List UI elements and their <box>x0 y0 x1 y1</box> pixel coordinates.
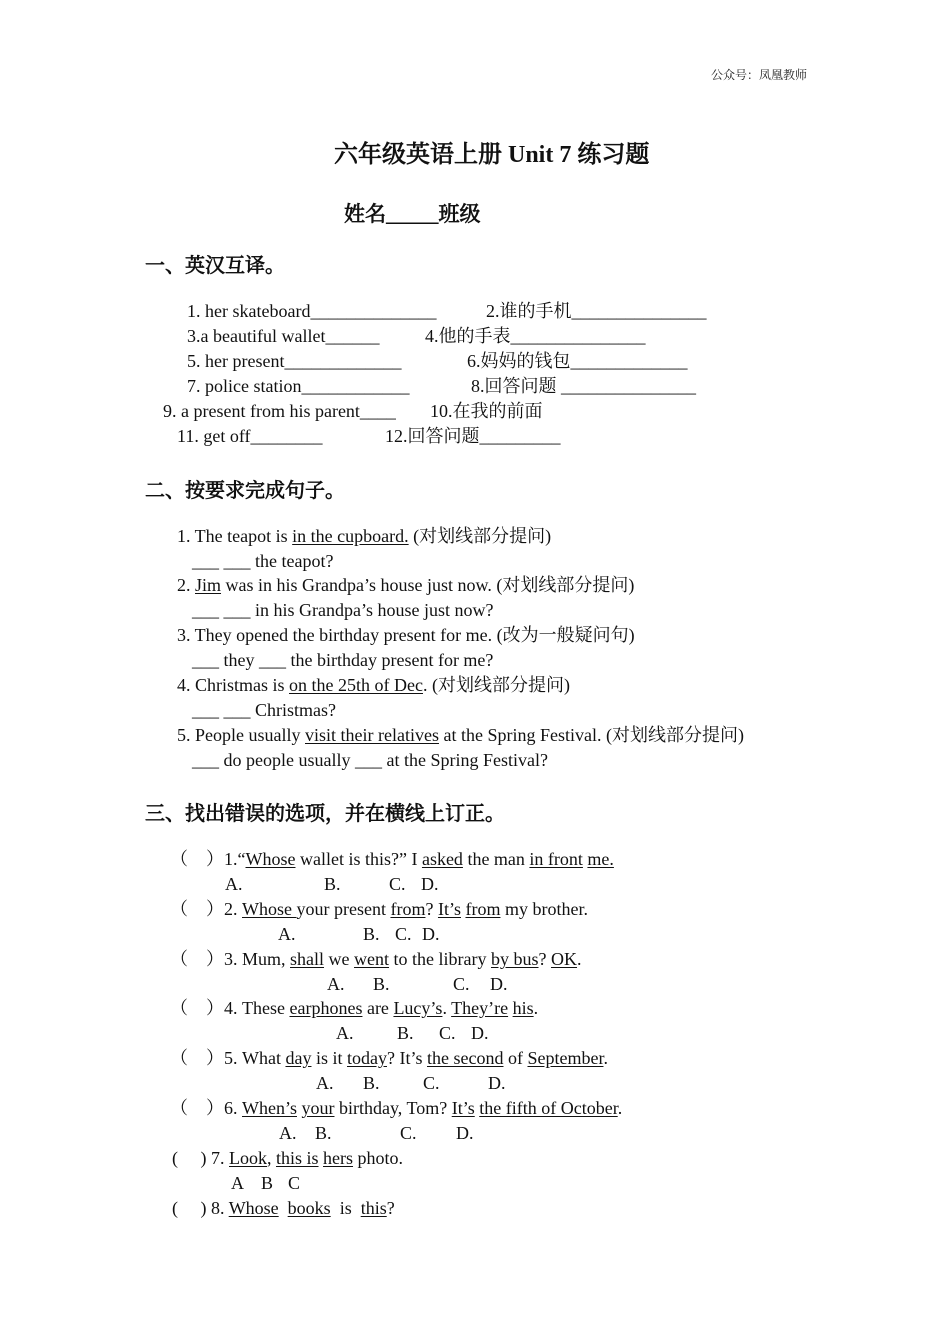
s3-q4-opt-c: C. <box>439 1023 456 1043</box>
question-text: ? <box>425 899 438 919</box>
s2-q2-instruction: was in his Grandpa’s house just now. (对划线部分提问) <box>221 575 635 595</box>
s3-q2-opt-b: B. <box>363 924 380 944</box>
s3-q4-opt-a: A. <box>336 1023 354 1043</box>
section3-heading: 三、找出错误的选项，并在横线上订正。 <box>145 803 505 825</box>
s2-q2 <box>177 574 634 596</box>
s2-q4-instruction: . (对划线部分提问) <box>422 675 570 695</box>
s2-q2-underlined: Jim <box>195 575 222 595</box>
s1-item-9: 9. a present from his parent____ <box>163 401 396 421</box>
underlined-option-text: day <box>285 1048 312 1068</box>
underlined-option-text: It’s <box>437 899 461 919</box>
question-text: photo. <box>353 1148 404 1168</box>
underlined-option-text: today <box>347 1048 387 1068</box>
question-text: is <box>330 1198 361 1218</box>
s3-q6 <box>170 1097 622 1119</box>
answer-paren: （ ） <box>170 899 224 919</box>
question-text: birthday, Tom? <box>334 1098 452 1118</box>
section2-heading: 二、按要求完成句子。 <box>145 480 345 502</box>
underlined-option-text: your <box>301 1098 335 1118</box>
s2-q5-underlined: visit their relatives <box>305 725 439 745</box>
s2-q5-text: 5. People usually <box>177 725 305 745</box>
s1-item-4: 4.他的手表_______________ <box>425 326 646 346</box>
s3-q3-opt-b: B. <box>373 974 390 994</box>
answer-paren: （ ） <box>170 1098 224 1118</box>
underlined-option-text: from <box>390 899 426 919</box>
s3-q4-opt-d: D. <box>471 1023 489 1043</box>
answer-paren: ( ) <box>172 1198 207 1218</box>
s3-q6-opt-b: B. <box>315 1123 332 1143</box>
question-text: are <box>362 998 394 1018</box>
underlined-option-text: asked <box>421 849 463 869</box>
s3-q7-opt-a: A <box>231 1173 244 1193</box>
s3-q6-opt-d: D. <box>456 1123 474 1143</box>
s3-q7-opt-c: C <box>288 1173 301 1193</box>
question-text: . <box>603 1048 608 1068</box>
s2-q4-answer: ___ ___ Christmas? <box>192 700 336 720</box>
s1-item-12: 12.回答问题_________ <box>385 426 561 446</box>
underlined-option-text: in front <box>529 849 583 869</box>
underlined-option-text: They’re <box>451 998 509 1018</box>
question-text: to the library <box>389 949 491 969</box>
underlined-option-text: by bus <box>491 949 539 969</box>
underlined-option-text: his <box>512 998 534 1018</box>
s2-q4-underlined: on the 25th of Dec <box>289 675 423 695</box>
underlined-option-text: Lucy’s <box>393 998 443 1018</box>
underlined-option-text: When’s <box>242 1098 297 1118</box>
question-text: ? <box>538 949 552 969</box>
underlined-option-text: shall <box>290 949 325 969</box>
question-text: . <box>577 949 582 969</box>
s3-q2-opt-d: D. <box>422 924 440 944</box>
s3-q4 <box>170 997 538 1019</box>
s3-q1-opt-b: B. <box>324 874 341 894</box>
s2-q5 <box>177 724 744 746</box>
question-text: 4. These <box>224 998 290 1018</box>
s2-q2-answer: ___ ___ in his Grandpa’s house just now? <box>192 600 494 620</box>
underlined-option-text: books <box>287 1198 331 1218</box>
question-text: ? It’s <box>387 1048 427 1068</box>
header-account: 公众号：凤凰教师 <box>711 68 808 82</box>
s1-item-11: 11. get off________ <box>177 426 323 446</box>
question-text: ? <box>386 1198 395 1218</box>
s3-q1 <box>170 848 614 870</box>
s3-q2-opt-c: C. <box>395 924 412 944</box>
s3-q1-opt-a: A. <box>225 874 243 894</box>
answer-paren: （ ） <box>170 949 224 969</box>
s3-q3-opt-a: A. <box>327 974 345 994</box>
underlined-option-text: Whose <box>242 899 297 919</box>
s3-q5 <box>170 1047 608 1069</box>
s1-item-5: 5. her present_____________ <box>187 351 402 371</box>
question-text: . <box>533 998 539 1018</box>
question-text: 2. <box>224 899 242 919</box>
s3-q6-opt-a: A. <box>279 1123 297 1143</box>
s3-q3-opt-c: C. <box>453 974 470 994</box>
s3-q7-opt-b: B <box>261 1173 274 1193</box>
question-text: your present <box>296 899 391 919</box>
question-text: 1.“ <box>224 849 246 869</box>
question-text: , <box>267 1148 276 1168</box>
s3-q3-opt-d: D. <box>490 974 508 994</box>
s1-item-1: 1. her skateboard______________ <box>187 301 437 321</box>
s2-q1 <box>177 525 551 547</box>
question-text: of <box>503 1048 528 1068</box>
s2-q3-answer: ___ they ___ the birthday present for me? <box>192 650 494 670</box>
question-text: 3. Mum, <box>224 949 291 969</box>
s3-q2-opt-a: A. <box>278 924 296 944</box>
s3-q4-opt-b: B. <box>397 1023 414 1043</box>
underlined-option-text: OK <box>551 949 578 969</box>
s3-q6-opt-c: C. <box>400 1123 417 1143</box>
s2-q5-instruction: at the Spring Festival. (对划线部分提问) <box>438 725 744 745</box>
s3-q5-opt-c: C. <box>423 1073 440 1093</box>
s1-item-3: 3.a beautiful wallet______ <box>187 326 380 346</box>
question-text: my brother. <box>500 899 588 919</box>
s3-q5-opt-a: A. <box>316 1073 334 1093</box>
s2-q1-underlined: in the cupboard. <box>292 526 409 546</box>
s3-q5-opt-d: D. <box>488 1073 506 1093</box>
s2-q1-instruction: (对划线部分提问) <box>408 526 552 546</box>
underlined-option-text: went <box>354 949 390 969</box>
s2-q5-answer: ___ do people usually ___ at the Spring Festival? <box>192 750 548 770</box>
s2-q2-text: 2. <box>177 575 195 595</box>
underlined-option-text: September <box>527 1048 604 1068</box>
question-text: we <box>324 949 355 969</box>
section1-heading: 一、英汉互译。 <box>145 255 285 277</box>
question-text: . <box>442 998 452 1018</box>
s1-item-7: 7. police station____________ <box>187 376 410 396</box>
answer-paren: （ ） <box>170 849 224 869</box>
underlined-option-text: me. <box>587 849 614 869</box>
underlined-option-text: Whose <box>228 1198 279 1218</box>
question-text: is it <box>311 1048 347 1068</box>
underlined-option-text: the fifth of October <box>479 1098 618 1118</box>
s2-q4 <box>177 674 570 696</box>
question-text: 6. <box>224 1098 242 1118</box>
page-title: 六年级英语上册 Unit 7 练习题 <box>334 142 650 168</box>
question-text: 7. <box>211 1148 229 1168</box>
question-text: . <box>617 1098 623 1118</box>
s2-q4-text: 4. Christmas is <box>177 675 290 695</box>
question-text <box>279 1198 288 1218</box>
s3-q1-opt-d: D. <box>421 874 439 894</box>
underlined-option-text: Look <box>229 1148 267 1168</box>
name-class-line: 姓名_____班级 <box>344 202 481 226</box>
s2-q1-text: 1. The teapot is <box>177 526 293 546</box>
s1-item-6: 6.妈妈的钱包_____________ <box>467 351 688 371</box>
underlined-option-text: It’s <box>451 1098 475 1118</box>
question-text: 8. <box>211 1198 229 1218</box>
s1-item-8: 8.回答问题 _______________ <box>471 376 696 396</box>
underlined-option-text: from <box>465 899 501 919</box>
underlined-option-text: this is <box>276 1148 319 1168</box>
s3-q1-opt-c: C. <box>389 874 406 894</box>
s1-item-10: 10.在我的前面 <box>430 401 543 421</box>
answer-paren: （ ） <box>170 998 224 1018</box>
question-text: the man <box>462 849 530 869</box>
s3-q7 <box>172 1147 403 1169</box>
s3-q8 <box>172 1197 395 1219</box>
s3-q2 <box>170 898 588 920</box>
underlined-option-text: the second <box>427 1048 504 1068</box>
s2-q3: 3. They opened the birthday present for me. (改为一般疑问句) <box>177 625 635 645</box>
s3-q3 <box>170 948 582 970</box>
s1-item-2: 2.谁的手机_______________ <box>486 301 707 321</box>
question-text: wallet is this?” I <box>295 849 422 869</box>
answer-paren: ( ) <box>172 1148 207 1168</box>
underlined-option-text: hers <box>323 1148 354 1168</box>
underlined-option-text: this <box>360 1198 387 1218</box>
underlined-option-text: earphones <box>289 998 363 1018</box>
underlined-option-text: Whose <box>245 849 296 869</box>
answer-paren: （ ） <box>170 1048 224 1068</box>
question-text: 5. What <box>224 1048 286 1068</box>
s2-q1-answer: ___ ___ the teapot? <box>192 551 334 571</box>
s3-q5-opt-b: B. <box>363 1073 380 1093</box>
